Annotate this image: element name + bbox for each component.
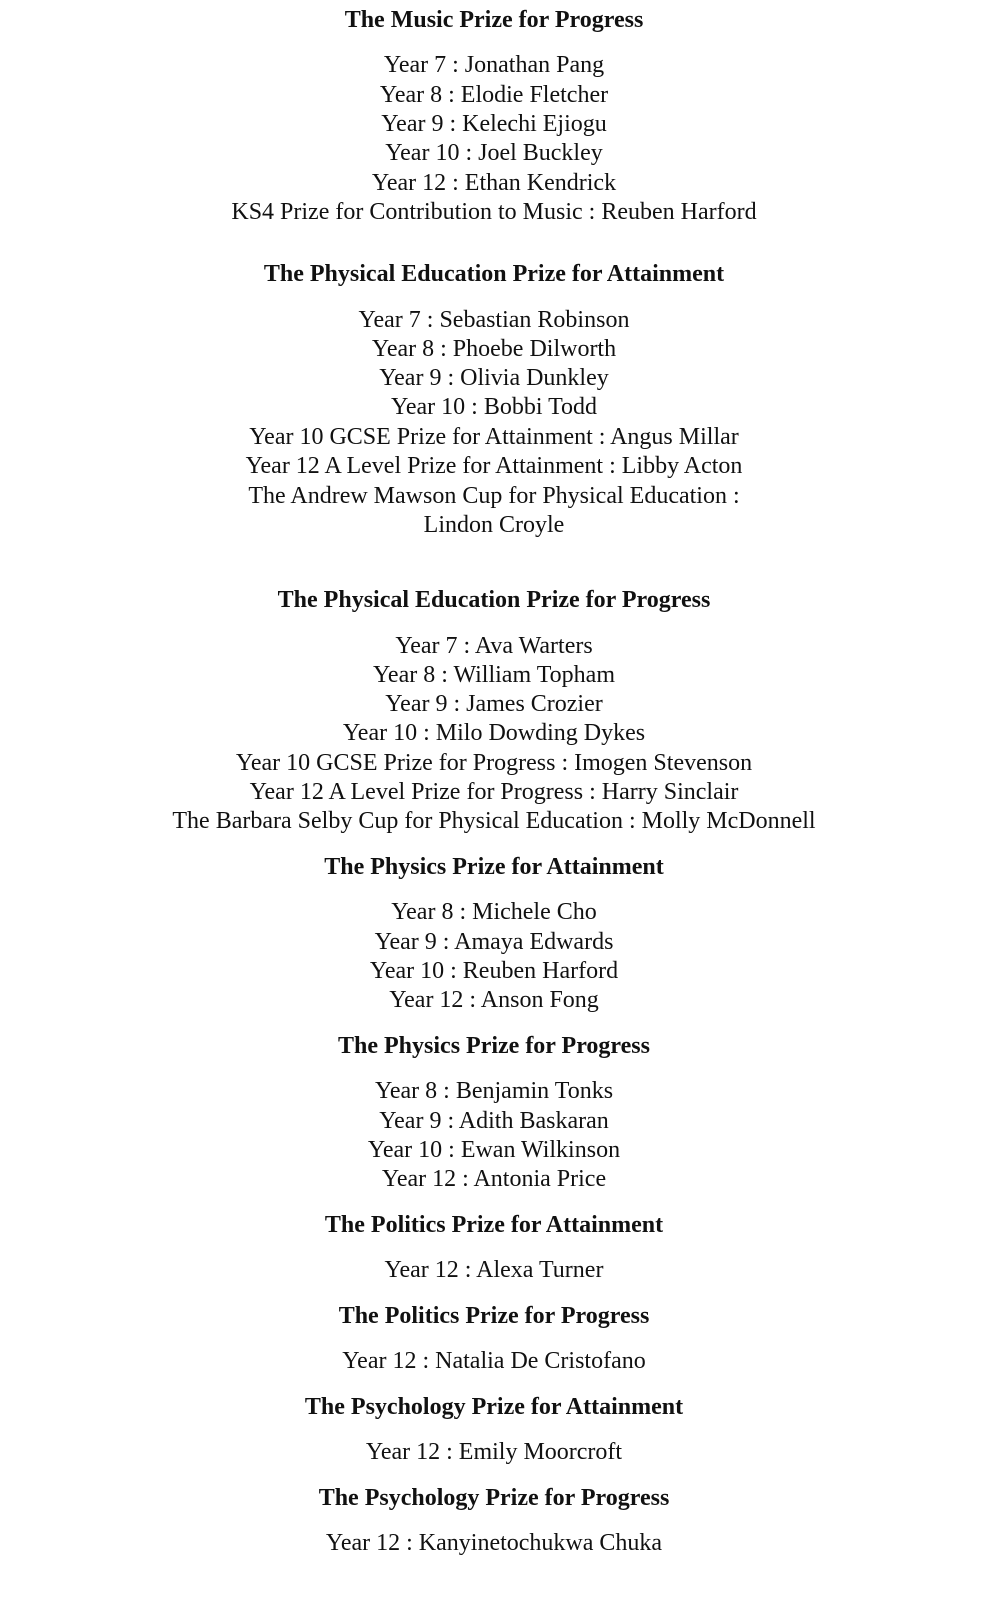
prize-entry: Year 8 : Phoebe Dilworth: [371, 336, 617, 362]
section-heading: The Politics Prize for Progress: [338, 1303, 650, 1329]
prize-entry: Year 10 GCSE Prize for Attainment : Angus Millar: [249, 424, 739, 450]
prize-entry: Year 8 : William Topham: [372, 662, 615, 688]
prize-entry: Year 12 A Level Prize for Attainment : Libby Acton: [245, 453, 743, 479]
prize-entry: Year 12 : Antonia Price: [381, 1166, 607, 1192]
prize-entry: Year 7 : Jonathan Pang: [383, 52, 605, 78]
prize-entry: Year 10 : Joel Buckley: [385, 140, 603, 166]
prize-entry: Year 12 : Kanyinetochukwa Chuka: [325, 1530, 663, 1556]
prize-entry: KS4 Prize for Contribution to Music : Reuben Harford: [231, 199, 757, 225]
prize-entry: Year 8 : Michele Cho: [391, 899, 597, 925]
section-heading: The Politics Prize for Attainment: [324, 1212, 664, 1238]
section-heading: The Physics Prize for Attainment: [324, 854, 664, 880]
prize-entry: Year 8 : Benjamin Tonks: [374, 1078, 614, 1104]
prize-entry: Year 10 : Reuben Harford: [369, 958, 619, 984]
section-heading: The Psychology Prize for Progress: [318, 1485, 670, 1511]
prize-entry: Year 10 : Milo Dowding Dykes: [342, 720, 646, 746]
prize-entry: Year 9 : Olivia Dunkley: [379, 365, 609, 391]
prize-entry: Year 9 : Amaya Edwards: [374, 929, 614, 955]
prize-entry: Year 9 : James Crozier: [385, 691, 603, 717]
section-heading: The Physics Prize for Progress: [338, 1033, 650, 1059]
prize-entry: Year 12 : Anson Fong: [389, 987, 599, 1013]
prize-entry: Year 12 : Ethan Kendrick: [371, 170, 617, 196]
prize-entry: Year 7 : Sebastian Robinson: [358, 307, 630, 333]
prize-entry: Year 7 : Ava Warters: [395, 633, 593, 659]
prize-entry: Year 9 : Adith Baskaran: [379, 1108, 609, 1134]
prize-entry: The Andrew Mawson Cup for Physical Education :: [248, 483, 740, 509]
section-heading: The Physical Education Prize for Attainment: [263, 261, 725, 287]
prize-entry: The Barbara Selby Cup for Physical Education : Molly McDonnell: [172, 808, 816, 834]
prize-entry: Year 9 : Kelechi Ejiogu: [381, 111, 607, 137]
prize-entry: Year 8 : Elodie Fletcher: [379, 82, 609, 108]
prize-entry: Year 12 A Level Prize for Progress : Harry Sinclair: [249, 779, 739, 805]
prize-entry: Lindon Croyle: [423, 512, 565, 538]
prize-entry: Year 12 : Emily Moorcroft: [365, 1439, 623, 1465]
prize-entry: Year 10 : Ewan Wilkinson: [367, 1137, 621, 1163]
prize-entry: Year 12 : Natalia De Cristofano: [342, 1348, 646, 1374]
section-heading: The Music Prize for Progress: [344, 7, 644, 33]
prize-entry: Year 12 : Alexa Turner: [384, 1257, 604, 1283]
prize-entry: Year 10 GCSE Prize for Progress : Imogen Stevenson: [235, 750, 753, 776]
prize-entry: Year 10 : Bobbi Todd: [390, 394, 598, 420]
section-heading: The Physical Education Prize for Progress: [277, 587, 711, 613]
section-heading: The Psychology Prize for Attainment: [304, 1394, 684, 1420]
